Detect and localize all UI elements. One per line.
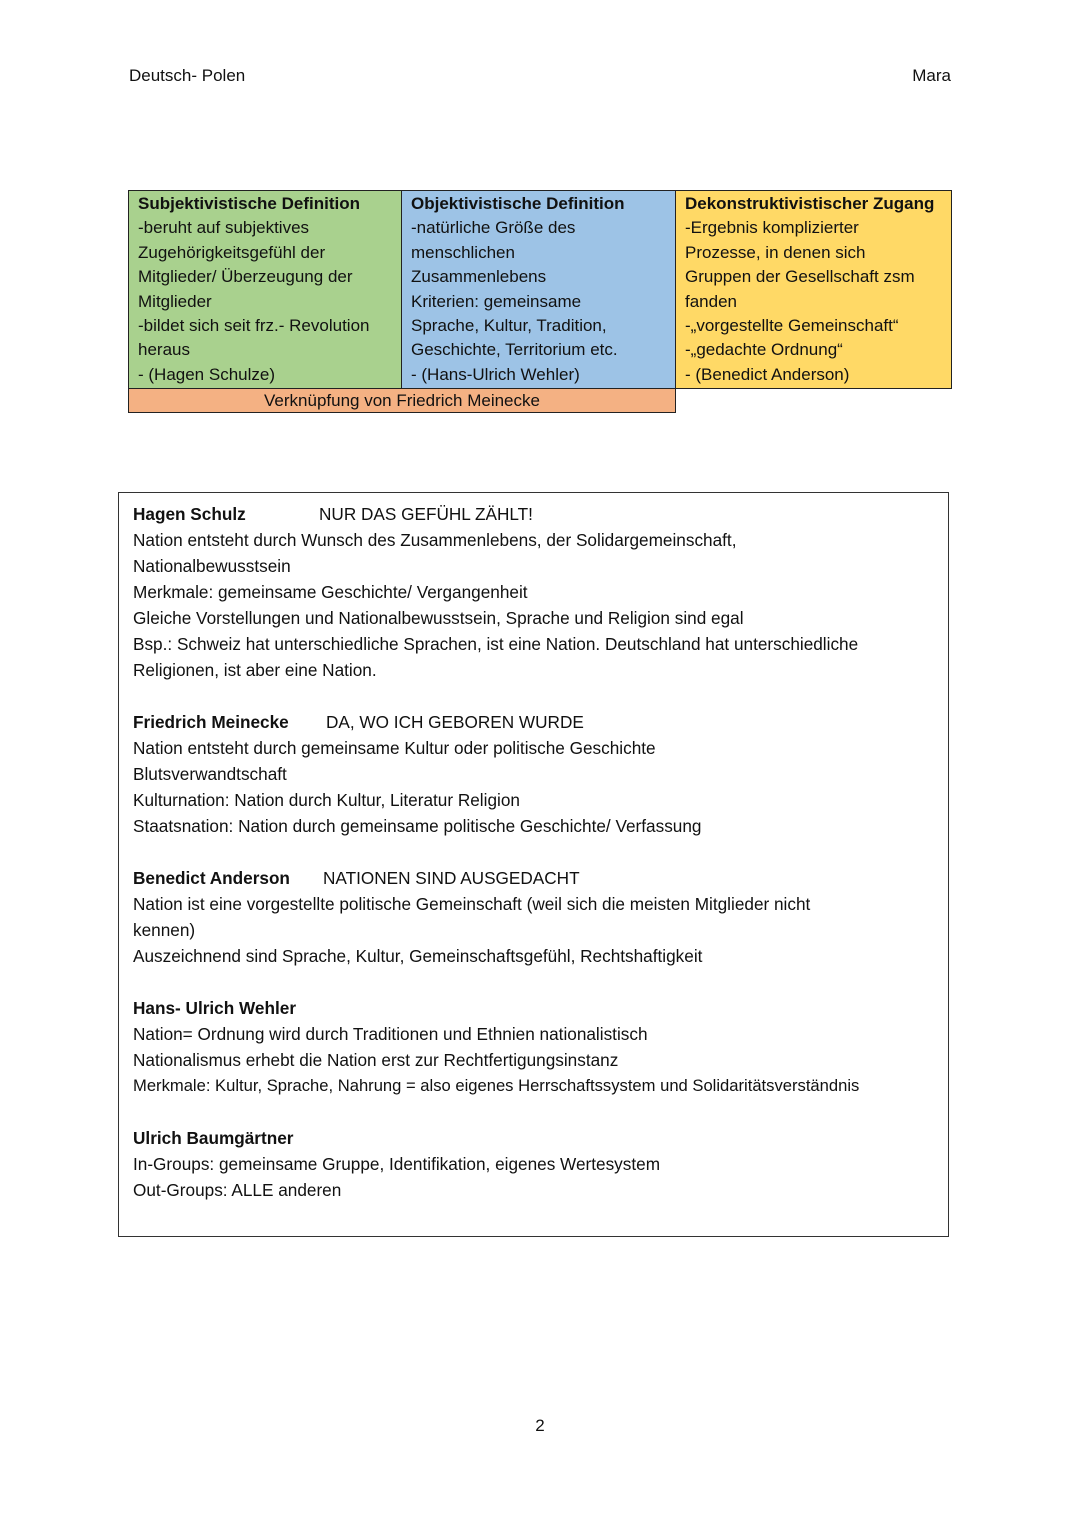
- section-line: Kulturnation: Nation durch Kultur, Literatur Religion: [133, 790, 520, 810]
- column-line: - (Hans-Ulrich Wehler): [411, 364, 580, 384]
- column-line: Mitglieder/ Überzeugung der: [138, 267, 353, 287]
- column-line: - (Benedict Anderson): [685, 364, 850, 384]
- section-hans-ulrich-wehler: [133, 995, 934, 1099]
- section-friedrich-meinecke: [133, 709, 934, 839]
- header-subject: Deutsch- Polen: [129, 66, 246, 85]
- notes-box: [118, 492, 949, 1237]
- column-title: Objektivistische Definition: [411, 194, 625, 213]
- column-line: fanden: [685, 291, 737, 311]
- page-number: 2: [535, 1416, 545, 1435]
- column-line: -bildet sich seit frz.- Revolution: [138, 316, 370, 336]
- column-line: -Ergebnis komplizierter: [685, 218, 859, 238]
- section-line: Religionen, ist aber eine Nation.: [133, 660, 377, 680]
- column-line: Prozesse, in denen sich: [685, 242, 866, 262]
- section-name: Hagen Schulz: [133, 504, 246, 524]
- section-line: Out-Groups: ALLE anderen: [133, 1180, 342, 1200]
- section-line: Nationalismus erhebt die Nation erst zur Rechtfertigungsinstanz: [133, 1050, 619, 1070]
- definitions-table: [128, 190, 952, 413]
- section-name: Friedrich Meinecke: [133, 712, 289, 732]
- section-ulrich-baumgaertner: [133, 1125, 934, 1203]
- column-line: - (Hagen Schulze): [138, 364, 276, 384]
- section-line: Nationalbewusstsein: [133, 556, 291, 576]
- section-line: Merkmale: Kultur, Sprache, Nahrung = also eigenes Herrschaftssystem und Solidaritätsverständnis: [133, 1076, 860, 1095]
- section-line: Bsp.: Schweiz hat unterschiedliche Sprachen, ist eine Nation. Deutschland hat unterschiedliche: [133, 634, 859, 654]
- section-line: Staatsnation: Nation durch gemeinsame politische Geschichte/ Verfassung: [133, 816, 702, 836]
- column-line: Zusammenlebens: [411, 267, 547, 287]
- section-slogan: NATIONEN SIND AUSGEDACHT: [323, 868, 580, 888]
- section-line: Nation entsteht durch gemeinsame Kultur oder politische Geschichte: [133, 738, 656, 758]
- column-title: Subjektivistische Definition: [138, 194, 360, 213]
- section-line: In-Groups: gemeinsame Gruppe, Identifikation, eigenes Wertesystem: [133, 1154, 661, 1174]
- section-slogan: NUR DAS GEFÜHL ZÄHLT!: [319, 504, 533, 524]
- section-line: Auszeichnend sind Sprache, Kultur, Gemeinschaftsgefühl, Rechtshaftigkeit: [133, 946, 703, 966]
- column-line: Geschichte, Territorium etc.: [411, 340, 618, 360]
- column-line: Mitglieder: [138, 291, 212, 311]
- section-line: Nation ist eine vorgestellte politische Gemeinschaft (weil sich die meisten Mitglieder nicht: [133, 894, 811, 914]
- column-line: heraus: [138, 340, 190, 360]
- table-column-subjective: [128, 190, 402, 389]
- column-line: -„gedachte Ordnung“: [685, 340, 843, 360]
- section-name: Hans- Ulrich Wehler: [133, 998, 297, 1018]
- section-line: Nation entsteht durch Wunsch des Zusammenlebens, der Solidargemeinschaft,: [133, 530, 737, 550]
- column-line: Sprache, Kultur, Tradition,: [411, 316, 607, 336]
- section-slogan: DA, WO ICH GEBOREN WURDE: [326, 712, 584, 732]
- header-author: Mara: [912, 66, 951, 85]
- section-line: Merkmale: gemeinsame Geschichte/ Vergangenheit: [133, 582, 528, 602]
- section-line: Blutsverwandtschaft: [133, 764, 287, 784]
- section-benedict-anderson: [133, 865, 934, 969]
- section-line: kennen): [133, 920, 196, 940]
- section-hagen-schulz: [133, 501, 934, 683]
- meinecke-link-bar: Verknüpfung von Friedrich Meinecke: [128, 389, 676, 413]
- column-line: Zugehörigkeitsgefühl der: [138, 242, 326, 262]
- column-line: -natürliche Größe des: [411, 218, 576, 238]
- column-line: Gruppen der Gesellschaft zsm: [685, 267, 915, 287]
- table-column-objective: [402, 190, 676, 389]
- column-line: menschlichen: [411, 242, 515, 262]
- column-title: Dekonstruktivistischer Zugang: [685, 194, 935, 213]
- section-name: Ulrich Baumgärtner: [133, 1128, 294, 1148]
- section-line: Nation= Ordnung wird durch Traditionen und Ethnien nationalistisch: [133, 1024, 648, 1044]
- section-name: Benedict Anderson: [133, 868, 290, 888]
- table-column-deconstructive: [676, 190, 952, 389]
- column-line: -„vorgestellte Gemeinschaft“: [685, 316, 899, 336]
- column-line: -beruht auf subjektives: [138, 218, 310, 238]
- section-line: Gleiche Vorstellungen und Nationalbewusstsein, Sprache und Religion sind egal: [133, 608, 744, 628]
- column-line: Kriterien: gemeinsame: [411, 291, 582, 311]
